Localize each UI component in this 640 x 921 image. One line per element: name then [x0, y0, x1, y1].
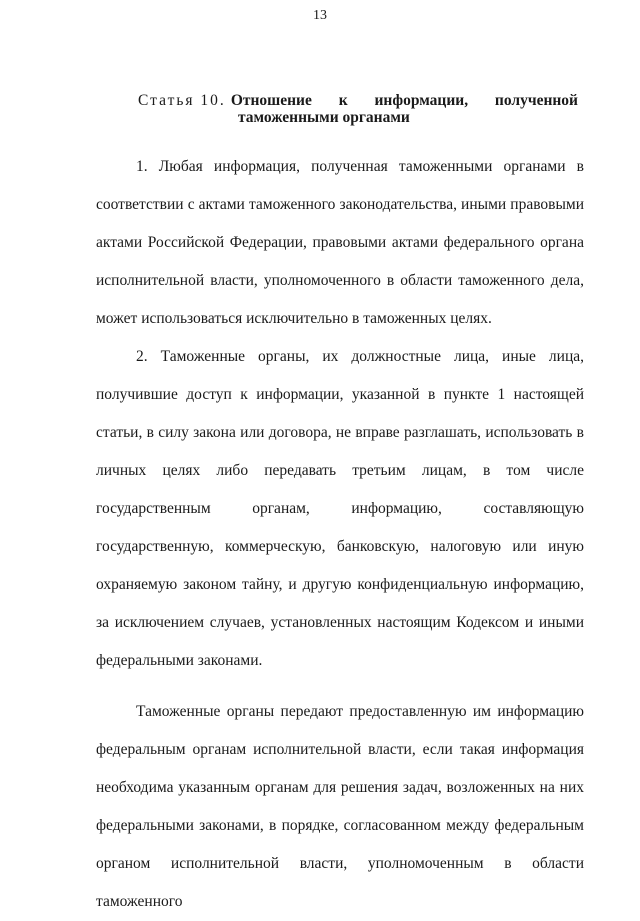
paragraph-3: Таможенные органы передают предоставленную им информацию федеральным органам исполнительной власти, если такая информация необходима указанным органам для решения задач, возложенных на них федеральными законами, в порядке, согласованном между федеральным органом исполнительной власти, уполномоченным в области таможенного [96, 703, 584, 910]
article-heading-row [138, 92, 578, 109]
article-title-line2: таможенными органами [238, 109, 410, 126]
article-body [96, 148, 584, 921]
article-label: Статья 10. [138, 92, 226, 109]
article-title-line1: Отношение к информации, полученной [230, 92, 578, 109]
page-number: 13 [313, 8, 327, 23]
paragraph-2: 2. Таможенные органы, их должностные лица, иные лица, получившие доступ к информации, указанной в пункте 1 настоящей статьи, в силу закона или договора, не вправе разглашать, использовать в личных целях либо передавать третьим лицам, в том числе государственным органам, информацию, составляющую государственную, коммерческую, банковскую, налоговую или иную охраняемую законом тайну, и другую конфиденциальную информацию, за исключением случаев, установленных настоящим Кодексом и иными федеральными законами. [96, 348, 584, 669]
paragraph-1: 1. Любая информация, полученная таможенными органами в соответствии с актами таможенного законодательства, иными правовыми актами Российской Федерации, правовыми актами федерального органа исполнительной власти, уполномоченного в области таможенного дела, может использоваться исключительно в таможенных целях. [96, 158, 584, 327]
article-heading [138, 92, 578, 126]
